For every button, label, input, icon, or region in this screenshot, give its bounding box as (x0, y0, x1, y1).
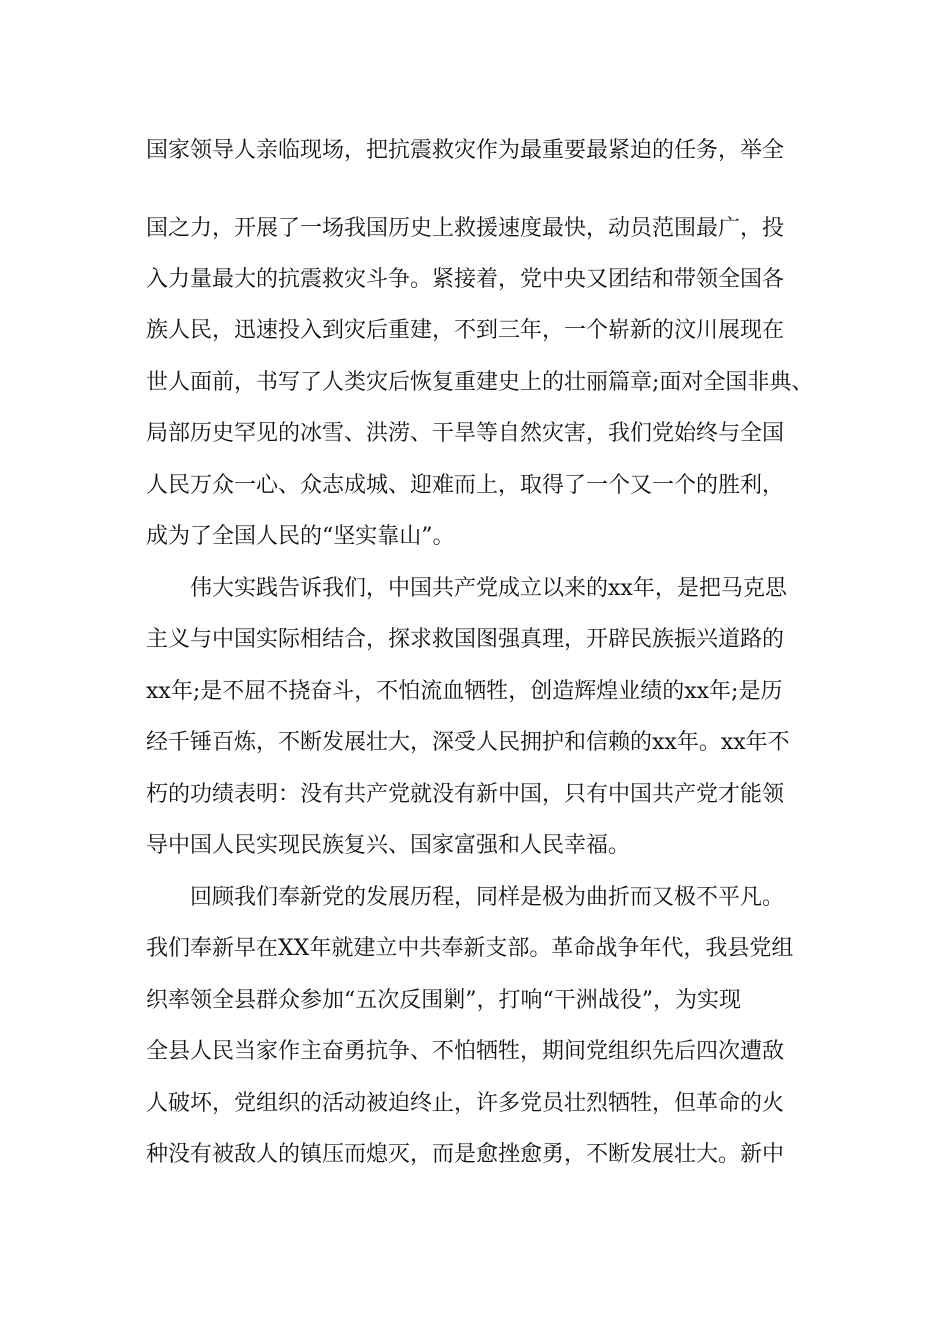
paragraph-3-line-4: 全县人民当家作主奋勇抗争、不怕牺牲，期间党组织先后四次遭敌 (146, 1039, 785, 1064)
paragraph-1-line-7: 人民万众一心、众志成城、迎难而上，取得了一个又一个的胜利， (146, 473, 785, 498)
paragraph-1-line-3: 入力量最大的抗震救灾斗争。紧接着，党中央又团结和带领全国各 (146, 267, 785, 292)
paragraph-2-line-1: 伟大实践告诉我们，中国共产党成立以来的xx年，是把马克思 (190, 576, 787, 601)
paragraph-3-line-1: 回顾我们奉新党的发展历程，同样是极为曲折而又极不平凡。 (190, 885, 785, 910)
paragraph-1-line-5: 世人面前，书写了人类灾后恢复重建史上的壮丽篇章;面对全国非典、 (146, 370, 814, 395)
paragraph-1-line-6: 局部历史罕见的冰雪、洪涝、干旱等自然灾害，我们党始终与全国 (146, 421, 785, 446)
paragraph-3-line-3: 织率领全县群众参加“五次反围剿”，打响“干洲战役”，为实现 (146, 988, 741, 1013)
paragraph-1-line-1: 国家领导人亲临现场，把抗震救灾作为最重要最紧迫的任务，举全 (146, 138, 785, 163)
paragraph-1-line-8: 成为了全国人民的“坚实靠山”。 (146, 524, 455, 549)
paragraph-3-line-2: 我们奉新早在XX年就建立中共奉新支部。革命战争年代，我县党组 (146, 936, 794, 961)
paragraph-3-line-6: 种没有被敌人的镇压而熄灭，而是愈挫愈勇，不断发展壮大。新中 (146, 1142, 785, 1167)
paragraph-1-line-4: 族人民，迅速投入到灾后重建，不到三年，一个崭新的汶川展现在 (146, 318, 785, 343)
paragraph-2-line-3: xx年;是不屈不挠奋斗，不怕流血牺牲，创造辉煌业绩的xx年;是历 (146, 679, 783, 704)
paragraph-2-line-4: 经千锤百炼，不断发展壮大，深受人民拥护和信赖的xx年。xx年不 (146, 730, 790, 755)
paragraph-3-line-5: 人破坏，党组织的活动被迫终止，许多党员壮烈牺牲，但革命的火 (146, 1091, 785, 1116)
paragraph-2-line-2: 主义与中国实际相结合，探求救国图强真理，开辟民族振兴道路的 (146, 627, 785, 652)
paragraph-1-line-2: 国之力，开展了一场我国历史上救援速度最快，动员范围最广，投 (146, 216, 785, 241)
paragraph-2-line-5: 朽的功绩表明：没有共产党就没有新中国，只有中国共产党才能领 (146, 782, 785, 807)
paragraph-2-line-6: 导中国人民实现民族复兴、国家富强和人民幸福。 (146, 833, 631, 858)
